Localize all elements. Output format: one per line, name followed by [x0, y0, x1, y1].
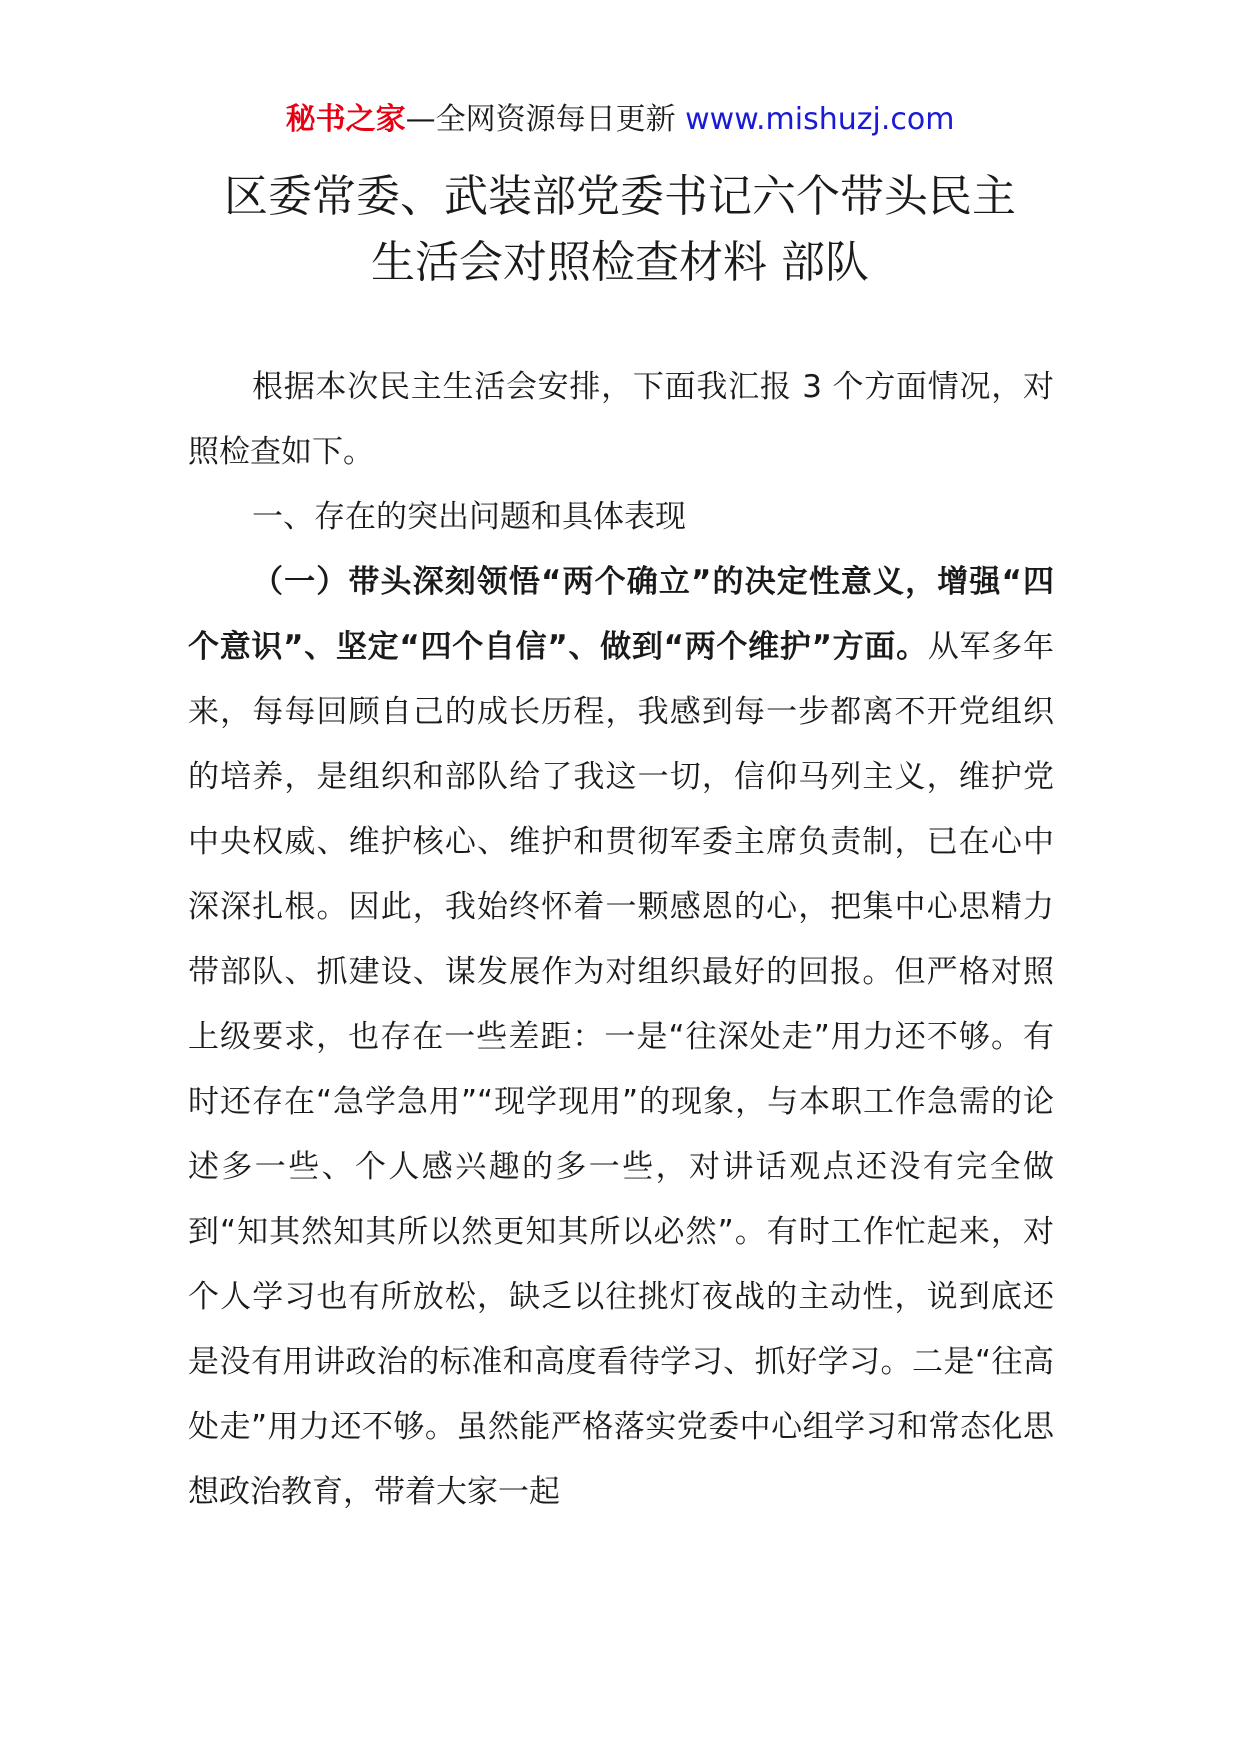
site-header — [0, 100, 1240, 140]
item-heading: （一）带头深刻领悟“两个确立”的决定性意义，增强“四个意识”、坚定“四个自信”、做到“两个维护”方面。 — [188, 564, 1054, 665]
item-body: 从军多年来，每每回顾自己的成长历程，我感到每一步都离不开党组织的培养，是组织和部队给了我这一切，信仰马列主义，维护党中央权威、维护核心、维护和贯彻军委主席负责制，已在心中深深扎根。因此，我始终怀着一颗感恩的心，把集中心思精力带部队、抓建设、谋发展作为对组织最好的回报。但严格对照上级要求，也存在一些差距：一是“往深处走”用力还不够。有时还存在“急学急用”“现学现用”的现象，与本职工作急需的论述多一些、个人感兴趣的多一些，对讲话观点还没有完全做到“知其然知其所以然更知其所以必然”。有时工作忙起来，对个人学习也有所放松，缺乏以往挑灯夜战的主动性，说到底还是没有用讲政治的标准和高度看待学习、抓好学习。二是“往高处走”用力还不够。虽然能严格落实党委中心组学习和常态化思想政治教育，带着大家一起 — [188, 629, 1054, 1510]
intro-paragraph: 根据本次民主生活会安排，下面我汇报 3 个方面情况，对照检查如下。 — [188, 369, 1054, 470]
site-url-link[interactable]: www.mishuzj.com — [685, 102, 955, 137]
section-heading: 一、存在的突出问题和具体表现 — [252, 499, 686, 535]
document-title-line-2: 生活会对照检查材料 部队 — [371, 237, 869, 288]
document-body — [188, 355, 1054, 1525]
site-tagline: —全网资源每日更新 — [405, 102, 676, 137]
document-title-line-1: 区委常委、武装部党委书记六个带头民主 — [224, 171, 1016, 222]
site-brand: 秘书之家 — [285, 102, 406, 137]
item-paragraph — [188, 550, 1054, 1525]
document-title — [180, 164, 1060, 296]
